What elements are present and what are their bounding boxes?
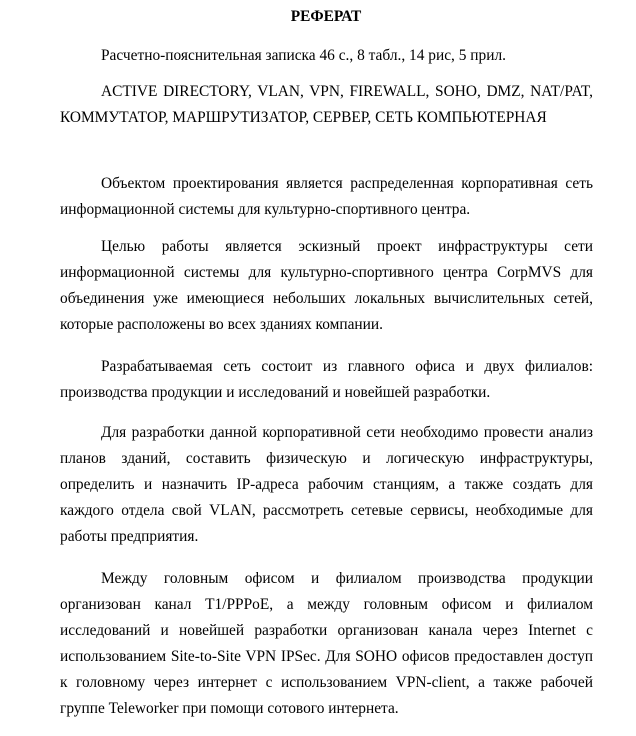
paragraph-structure: Разрабатываемая сеть состоит из главного офиса и двух филиалов: производства продукции и исследований и новейшей разработки.: [60, 358, 593, 401]
paragraph-tasks: Для разработки данной корпоративной сети необходимо провести анализ планов зданий, составить физическую и логическую инфраструктуры, определить и назначить IP-адреса рабочим станциям, а также создать для каждого отдела свой VLAN, рассмотреть сетевые сервисы, необходимые для работы предприятия.: [60, 424, 593, 545]
keywords-paragraph: ACTIVE DIRECTORY, VLAN, VPN, FIREWALL, SOHO, DMZ, NAT/PAT, КОММУТАТОР, МАРШРУТИЗАТОР, СЕРВЕР, СЕТЬ КОМПЬЮТЕРНАЯ: [60, 83, 593, 126]
paragraph-channels: Между головным офисом и филиалом производства продукции организован канал T1/PPPoE, а между головным офисом и филиалом исследований и новейшей разработки организован канала через Internet с использованием Site-to-Site VPN IPSec. Для SOHO офисов предоставлен доступ к головному через интернет с использованием VPN-client, а также рабочей группе Teleworker при помощи сотового интернета.: [60, 570, 593, 717]
page-title: РЕФЕРАТ: [290, 8, 362, 25]
paragraph-goal: Целью работы является эскизный проект инфраструктуры сети информационной системы для культурно-спортивного центра CorpMVS для объединения уже имеющиеся небольших локальных вычислительных сетей, которые расположены во всех зданиях компании.: [60, 238, 593, 333]
summary-line: Расчетно-пояснительная записка 46 с., 8 табл., 14 рис, 5 прил.: [101, 47, 506, 64]
paragraph-object: Объектом проектирования является распределенная корпоративная сеть информационной системы для культурно-спортивного центра.: [60, 175, 593, 218]
